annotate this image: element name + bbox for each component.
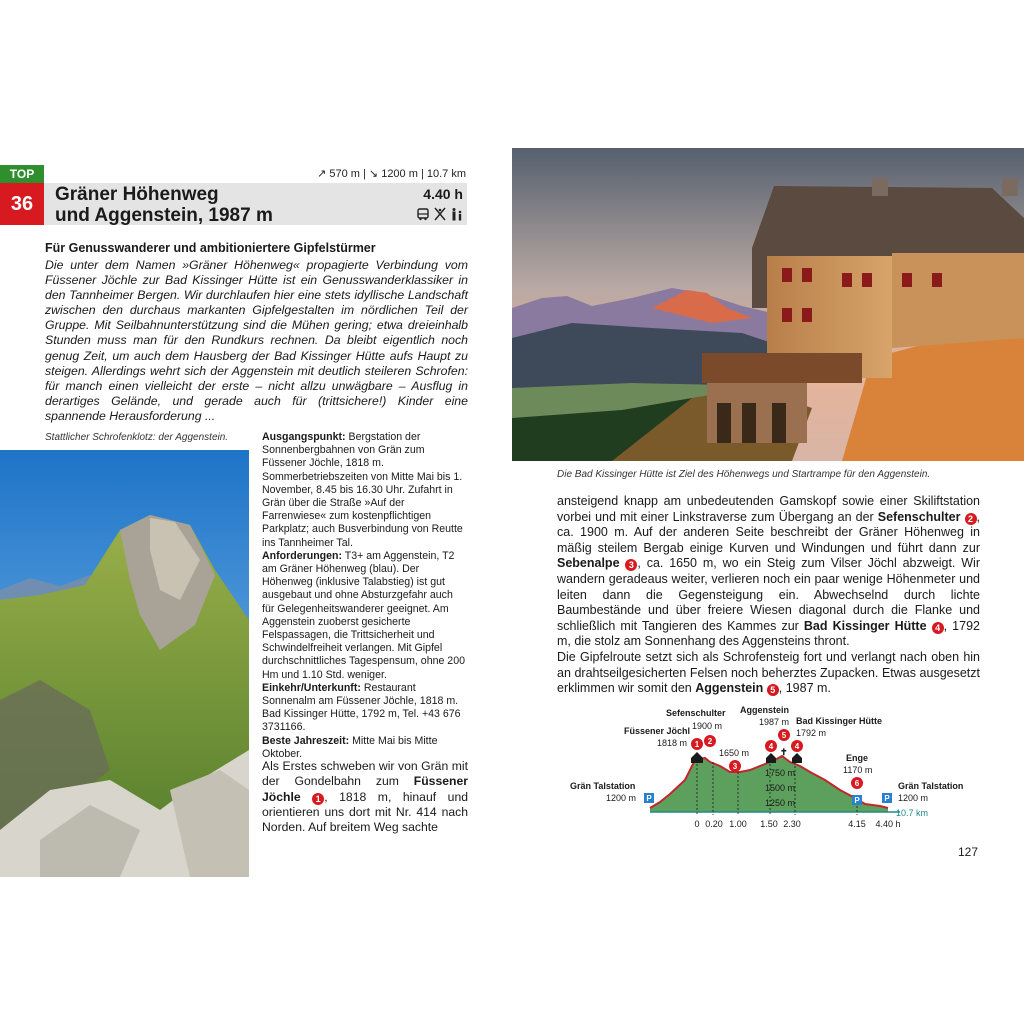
- label-sebenalpe-alt: 1650 m: [719, 748, 750, 758]
- tour-icons: [412, 207, 464, 223]
- tour-intro: Die unter dem Namen »Gräner Höhenweg« propagierte Verbindung vom Füssener Jöchle zur Bad Kissinger Hütte ist ein Genusswanderklassiker in den Tannheimer Bergen. Wir durchlaufen hier eine stets idyllische Landschaft zwischen den durchaus markanten Gipfelgestalten im nördlichen Teil der Gruppe. Mit Seilbahnunterstützung sind die Mühen gering; etwa dreieinhalb Stunden muss man für den Rundkurs rechnen. Da bleibt eigentlich noch genug Zeit, um auch dem Hausberg der Bad Kissinger Hütte aufs Haupt zu steigen. Allerdings wehrt sich der Aggenstein mit deutlich steileren Schrofen: für manch einen vielleicht der erste – nicht allzu unwägbare – Ausflug in derartiges Gelände, und gerade auch für (trittsichere!) Kinder eine spannende Herausforderung ...: [45, 258, 468, 423]
- profile-waypoint-1: [691, 738, 703, 750]
- tour-title-line2: und Aggenstein, 1987 m: [55, 205, 273, 226]
- body-right-text5: Die Gipfelroute setzt sich als Schrofensteig fort und verlangt nach oben hin an drahtseilgesicherten Felsen noch beherztes Zupacken. Etwas ausgesetzt erklimmen wir somit den: [557, 649, 980, 696]
- distance-label: 10.7 km: [896, 808, 929, 818]
- place-sebenalpe: Sebenalpe: [557, 556, 620, 571]
- hut-photo: [512, 148, 1024, 461]
- hut-icon-fussener: [691, 752, 703, 763]
- parking-icon-right: [882, 793, 892, 803]
- tour-subtitle: Für Genusswanderer und ambitioniertere Gipfelstürmer: [45, 241, 376, 255]
- body-right-text1: ansteigend knapp am unbedeutenden Gamskopf sowie einer Skiliftstation vorbei und mit einer Linkstraverse zum Übergang an der: [557, 494, 980, 524]
- top-badge: TOP: [0, 165, 44, 183]
- body-right-text2: , ca. 1900 m. Auf der anderen Seite beschreibt der Gräner Höhenweg in mäßig steilem Bergab einige Kurven und Windungen und führt dann zur: [557, 509, 980, 555]
- time-label-4: 2.30: [783, 819, 801, 829]
- left-photo-caption: Stattlicher Schrofenklotz: der Aggenstein.: [45, 432, 229, 443]
- label-enge-alt: 1170 m: [843, 765, 873, 775]
- info-season-label: Beste Jahreszeit:: [262, 734, 350, 747]
- aggenstein-photo-illustration: [0, 450, 249, 877]
- aggenstein-photo: [0, 450, 249, 877]
- profile-waypoint-4a-label: 4: [768, 742, 774, 751]
- parking-icon-left: [644, 793, 654, 803]
- time-label-6: 4.40 h: [875, 819, 901, 829]
- tour-title-line1: Gräner Höhenweg: [55, 184, 219, 205]
- hut-photo-illustration: [512, 148, 1024, 461]
- profile-waypoint-3: [729, 760, 741, 772]
- info-start-label: Ausgangspunkt:: [262, 431, 346, 443]
- label-aggenstein: Aggenstein: [740, 705, 790, 715]
- info-hut-text: Restaurant Sonnenalm am Füssener Jöchle, 1818 m. Bad Kissinger Hütte, 1792 m, Tel. +43 676 3731166.: [262, 681, 461, 734]
- waypoint-2: 2: [965, 513, 977, 525]
- profile-waypoint-2-label: 2: [707, 737, 713, 746]
- elevation-profile: [560, 700, 980, 830]
- label-enge: Enge: [846, 753, 869, 763]
- profile-waypoint-5-label: 5: [781, 731, 787, 740]
- parking-right-label: P: [884, 794, 890, 803]
- bus-icon: [416, 207, 430, 221]
- tour-info: [262, 431, 468, 761]
- parking-icon-mid: [852, 795, 862, 805]
- hiking-icon: [433, 207, 447, 221]
- profile-waypoint-2: [704, 735, 716, 747]
- label-sefenschulter-alt: 1900 m: [692, 721, 723, 731]
- info-requirements-label: Anforderungen:: [262, 549, 343, 562]
- hut-icon-1: [766, 753, 776, 763]
- waypoint-5: 5: [767, 684, 779, 696]
- label-hutte-alt: 1792 m: [796, 728, 827, 738]
- summit-cross-icon: ✝: [780, 747, 788, 757]
- grid-label-1500: 1500 m: [765, 783, 796, 793]
- body-right-text3: , ca. 1650 m, wo ein Steig zum Vilser Jöchl abzweigt. Wir wandern geradeaus weiter, verlieren noch ein paar wenige Höhenmeter und leiten dann die Gegensteigung ein. Abwechselnd durch lichte Baumbestände und über freiere Wiesen diagonal durch die Flanke und schließlich mit Tangieren des Kammes zur: [557, 556, 980, 633]
- profile-waypoint-6: [851, 777, 863, 789]
- label-fussener-alt: 1818 m: [657, 738, 688, 748]
- time-label-0: 0: [694, 819, 700, 829]
- info-start-text: Bergstation der Sonnenbergbahnen von Grän zum Füssener Jöchle, 1818 m. Sommerbetriebszeiten von Mitte Mai bis 1. November, 8.45 bis 16.30 Uhr. Zufahrt in Grän über die Straße »Auf der Farrenwiese« zum kostenpflichtigen Parkplatz; auch Busverbindung von Reutte ins Tannheimer Tal.: [262, 431, 463, 549]
- tour-stats: ↗ 570 m | ↘ 1200 m | 10.7 km: [317, 168, 466, 180]
- profile-waypoint-5: [778, 729, 790, 741]
- label-bad-kissinger-hutte: Bad Kissinger Hütte: [796, 716, 883, 726]
- body-text-right: [557, 494, 980, 697]
- label-gran-left: Grän Talstation: [570, 781, 636, 791]
- body-left-text1: Als Erstes schweben wir von Grän mit der Gondelbahn zum: [262, 759, 468, 789]
- page-number: 127: [958, 845, 979, 859]
- profile-waypoint-1-label: 1: [694, 740, 700, 749]
- label-sefenschulter: Sefenschulter: [666, 708, 726, 718]
- info-hut-label: Einkehr/Unterkunft:: [262, 681, 361, 694]
- body-right-text6: , 1987 m.: [778, 681, 831, 696]
- body-left-bold1: Füssener Jöchle: [262, 774, 468, 804]
- profile-waypoint-3-label: 3: [732, 762, 738, 771]
- waypoint-1: 1: [312, 793, 324, 805]
- time-label-5: 4.15: [848, 819, 866, 829]
- profile-waypoint-4b: [791, 740, 803, 752]
- body-text-left: [262, 759, 468, 835]
- label-gran-right: Grän Talstation: [898, 781, 964, 791]
- info-requirements-text: T3+ am Aggenstein, T2 am Gräner Höhenweg (blau). Der Höhenweg (inklusive Talabstieg) ist gut ausgebaut und ohne Absturzgefahr auch für Gelegenheitswanderer geeignet. Am Aggenstein zuoberst gesicherte Felspassagen, die Trittsicherheit und Schwindelfreiheit verlangen. Mit Gipfel durchschnittliches Tagespensum, ohne 200 Hm und 1.10 Std. weniger.: [262, 549, 465, 681]
- tour-duration: 4.40 h: [423, 186, 463, 202]
- parking-mid-label: P: [854, 796, 860, 805]
- waypoint-3: 3: [625, 559, 637, 571]
- profile-waypoint-4a: [765, 740, 777, 752]
- body-left-text2: , 1818 m, hinauf und orientieren uns dort mit Nr. 414 nach Norden. Auf breitem Weg sachte: [262, 789, 468, 835]
- body-right-text4: , 1792 m, die stolz am Sonnenhang des Aggensteins thront.: [557, 618, 980, 649]
- waypoint-4: 4: [932, 622, 944, 634]
- label-aggenstein-alt: 1987 m: [759, 717, 790, 727]
- time-label-3: 1.50: [760, 819, 778, 829]
- family-icon: [450, 207, 464, 221]
- place-sefenschulter: Sefenschulter: [877, 509, 961, 524]
- place-aggenstein: Aggenstein: [695, 681, 764, 696]
- profile-waypoint-6-label: 6: [854, 779, 860, 788]
- label-fussener-jochl: Füssener Jöchl: [624, 726, 691, 736]
- place-bad-kissinger-hutte: Bad Kissinger Hütte: [803, 618, 927, 633]
- hut-icon-2: [792, 753, 802, 763]
- time-label-1: 0.20: [705, 819, 723, 829]
- label-gran-left-alt: 1200 m: [606, 793, 637, 803]
- label-gran-right-alt: 1200 m: [898, 793, 929, 803]
- profile-waypoint-4b-label: 4: [794, 742, 800, 751]
- grid-label-1750: 1750 m: [765, 768, 796, 778]
- tour-number: 36: [0, 183, 44, 225]
- right-photo-caption: Die Bad Kissinger Hütte ist Ziel des Höhenwegs und Startrampe für den Aggenstein.: [557, 469, 931, 480]
- info-season-text: Mitte Mai bis Mitte Oktober.: [262, 734, 438, 760]
- parking-left-label: P: [646, 794, 652, 803]
- grid-label-1250: 1250 m: [765, 798, 796, 808]
- time-label-2: 1.00: [729, 819, 747, 829]
